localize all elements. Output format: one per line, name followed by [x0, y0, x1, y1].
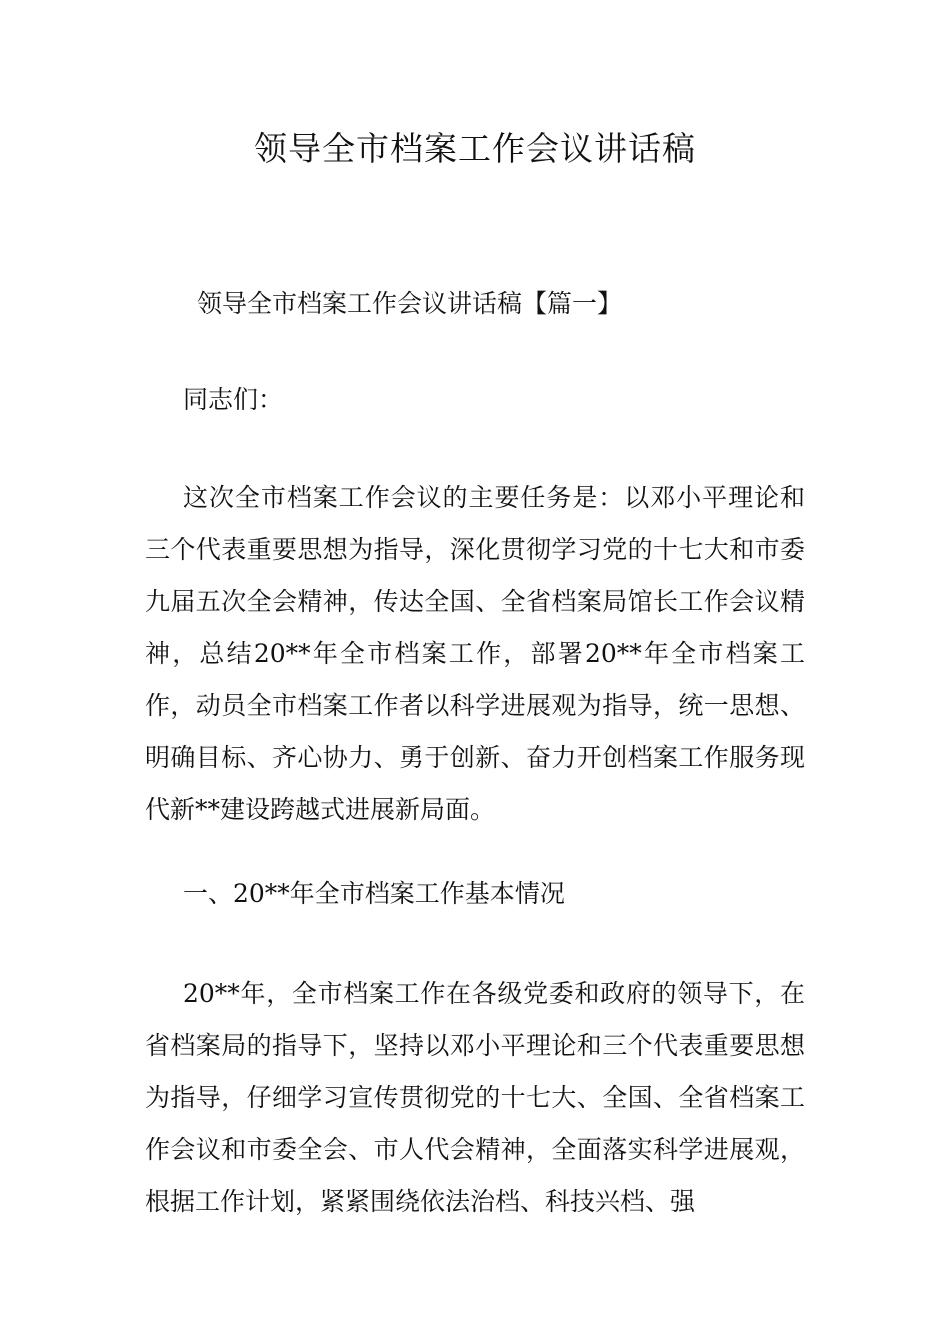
body-paragraph: 这次全市档案工作会议的主要任务是：以邓小平理论和三个代表重要思想为指导，深化贯彻学习党的十七大和市委九届五次全会精神，传达全国、全省档案局馆长工作会议精神，总结20**年全市档案工作，部署20**年全市档案工作，动员全市档案工作者以科学进展观为指导，统一思想、明确目标、齐心协力、勇于创新、奋力开创档案工作服务现代新**建设跨越式进展新局面。	[145, 483, 805, 824]
document-title: 领导全市档案工作会议讲话稿	[254, 129, 696, 168]
greeting-text: 同志们：	[183, 385, 284, 414]
section-heading: 一、20**年全市档案工作基本情况	[183, 879, 565, 908]
document-subtitle: 领导全市档案工作会议讲话稿【篇一】	[197, 289, 623, 318]
body-paragraph: 20**年，全市档案工作在各级党委和政府的领导下，在省档案局的指导下，坚持以邓小平理论和三个代表重要思想为指导，仔细学习宣传贯彻党的十七大、全国、全省档案工作会议和市委全会、市人代会精神，全面落实科学进展观，根据工作计划，紧紧围绕依法治档、科技兴档、强	[145, 979, 805, 1216]
